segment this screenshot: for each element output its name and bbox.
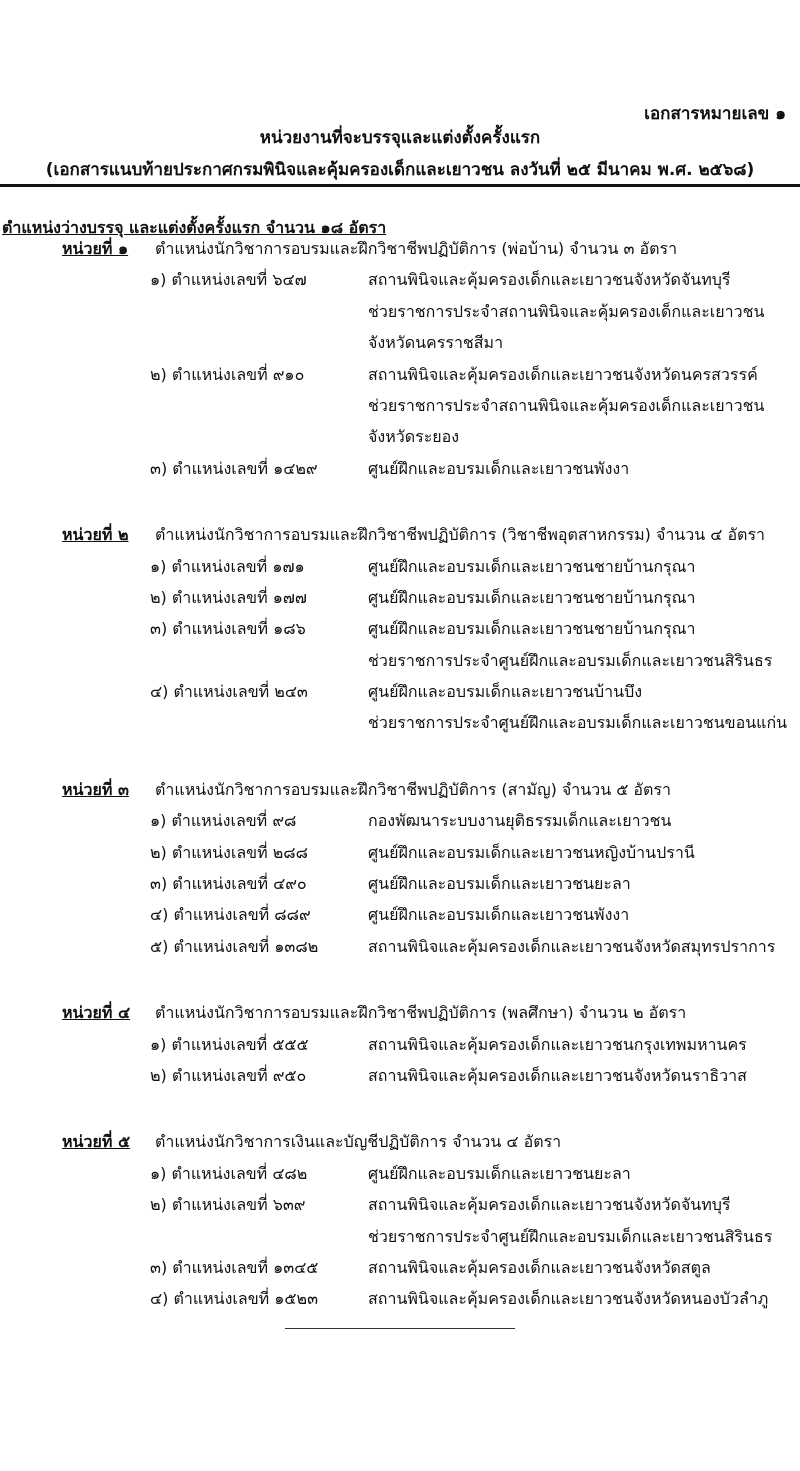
position-location: ศูนย์ฝึกและอบรมเด็กและเยาวชนบ้านบึง <box>368 682 643 702</box>
position-location: ศูนย์ฝึกและอบรมเด็กและเยาวชนยะลา <box>368 1163 631 1183</box>
position-number: ๔) ตำแหน่งเลขที่ ๑๕๒๓ <box>150 1289 319 1309</box>
position-location: ศูนย์ฝึกและอบรมเด็กและเยาวชนชายบ้านกรุณา <box>368 587 696 607</box>
position-item <box>0 1252 800 1283</box>
unit-block <box>0 233 800 484</box>
position-item <box>0 327 800 358</box>
document-subtitle: (เอกสารแนบท้ายประกาศกรมพินิจและคุ้มครองเด็กและเยาวชน ลงวันที่ ๒๕ มีนาคม พ.ศ. ๒๕๖๘) <box>45 160 755 180</box>
position-location: สถานพินิจและคุ้มครองเด็กและเยาวชนจังหวัดนครสวรรค์ <box>368 364 758 384</box>
position-item <box>0 1060 800 1091</box>
position-item <box>0 453 800 484</box>
position-location: ศูนย์ฝึกและอบรมเด็กและเยาวชนพังงา <box>368 458 630 478</box>
position-number: ๒) ตำแหน่งเลขที่ ๙๕๐ <box>150 1065 307 1085</box>
unit-block <box>0 774 800 962</box>
position-item <box>0 931 800 962</box>
unit-block <box>0 997 800 1091</box>
position-item <box>0 707 800 738</box>
position-location: สถานพินิจและคุ้มครองเด็กและเยาวชนกรุงเทพมหานคร <box>368 1034 747 1054</box>
position-location: ช่วยราชการประจำศูนย์ฝึกและอบรมเด็กและเยาวชนขอนแก่น <box>368 713 788 733</box>
unit-list <box>0 233 800 1350</box>
position-number: ๔) ตำแหน่งเลขที่ ๘๘๙ <box>150 905 311 925</box>
end-divider <box>285 1328 515 1329</box>
position-location: ช่วยราชการประจำศูนย์ฝึกและอบรมเด็กและเยาวชนสิรินธร <box>368 1226 773 1246</box>
document-number: เอกสารหมายเลข ๑ <box>644 104 786 124</box>
unit-label: หน่วยที่ ๓ <box>62 779 129 799</box>
position-number: ๑) ตำแหน่งเลขที่ ๖๔๗ <box>150 270 307 290</box>
position-number: ๓) ตำแหน่งเลขที่ ๑๔๒๙ <box>150 458 318 478</box>
position-number: ๒) ตำแหน่งเลขที่ ๖๓๙ <box>150 1195 306 1215</box>
position-number: ๒) ตำแหน่งเลขที่ ๑๗๗ <box>150 587 307 607</box>
position-item <box>0 1189 800 1220</box>
position-item <box>0 421 800 452</box>
position-location: สถานพินิจและคุ้มครองเด็กและเยาวชนจังหวัดสมุทรปราการ <box>368 936 776 956</box>
unit-label: หน่วยที่ ๑ <box>62 239 129 258</box>
position-number: ๑) ตำแหน่งเลขที่ ๑๗๑ <box>150 556 305 576</box>
document-title: หน่วยงานที่จะบรรจุและแต่งตั้งครั้งแรก <box>259 128 541 148</box>
unit-header <box>0 997 800 1028</box>
position-item <box>0 1158 800 1189</box>
position-location: ช่วยราชการประจำศูนย์ฝึกและอบรมเด็กและเยาวชนสิรินธร <box>368 650 773 670</box>
unit-description: ตำแหน่งนักวิชาการอบรมและฝึกวิชาชีพปฏิบัติการ (สามัญ) จำนวน ๕ อัตรา <box>155 779 671 799</box>
position-location: สถานพินิจและคุ้มครองเด็กและเยาวชนจังหวัดจันทบุรี <box>368 1195 731 1215</box>
position-location: จังหวัดนครราชสีมา <box>368 333 504 353</box>
unit-block <box>0 1126 800 1314</box>
position-location: สถานพินิจและคุ้มครองเด็กและเยาวชนจังหวัดจันทบุรี <box>368 270 731 290</box>
position-item <box>0 1283 800 1314</box>
position-number: ๓) ตำแหน่งเลขที่ ๔๙๐ <box>150 874 307 894</box>
unit-description: ตำแหน่งนักวิชาการอบรมและฝึกวิชาชีพปฏิบัติการ (พลศึกษา) จำนวน ๒ อัตรา <box>155 1003 687 1023</box>
unit-header <box>0 519 800 550</box>
unit-block <box>0 519 800 739</box>
position-item <box>0 837 800 868</box>
position-item <box>0 868 800 899</box>
unit-label: หน่วยที่ ๔ <box>62 1003 131 1023</box>
position-location: ศูนย์ฝึกและอบรมเด็กและเยาวชนพังงา <box>368 905 630 925</box>
position-number: ๓) ตำแหน่งเลขที่ ๑๘๖ <box>150 619 306 639</box>
position-number: ๔) ตำแหน่งเลขที่ ๒๔๓ <box>150 682 308 702</box>
position-location: ศูนย์ฝึกและอบรมเด็กและเยาวชนหญิงบ้านปรานี <box>368 842 695 862</box>
position-item <box>0 1221 800 1252</box>
position-location: สถานพินิจและคุ้มครองเด็กและเยาวชนจังหวัดหนองบัวลำภู <box>368 1289 769 1309</box>
unit-label: หน่วยที่ ๒ <box>62 525 129 545</box>
position-item <box>0 613 800 644</box>
position-location: ศูนย์ฝึกและอบรมเด็กและเยาวชนชายบ้านกรุณา <box>368 619 696 639</box>
position-number: ๒) ตำแหน่งเลขที่ ๙๑๐ <box>150 364 305 384</box>
position-item <box>0 582 800 613</box>
position-number: ๓) ตำแหน่งเลขที่ ๑๓๔๕ <box>150 1257 319 1277</box>
position-location: จังหวัดระยอง <box>368 427 460 447</box>
unit-description: ตำแหน่งนักวิชาการเงินและบัญชีปฏิบัติการ จำนวน ๔ อัตรา <box>155 1132 562 1152</box>
position-location: ศูนย์ฝึกและอบรมเด็กและเยาวชนชายบ้านกรุณา <box>368 556 696 576</box>
header-divider <box>0 184 800 187</box>
position-number: ๒) ตำแหน่งเลขที่ ๒๘๘ <box>150 842 308 862</box>
position-item <box>0 264 800 295</box>
position-item <box>0 1029 800 1060</box>
position-location: ช่วยราชการประจำสถานพินิจและคุ้มครองเด็กและเยาวชน <box>368 395 765 415</box>
unit-description: ตำแหน่งนักวิชาการอบรมและฝึกวิชาชีพปฏิบัติการ (วิชาชีพอุตสาหกรรม) จำนวน ๔ อัตรา <box>155 525 766 545</box>
unit-header <box>0 1126 800 1157</box>
position-item <box>0 899 800 930</box>
position-location: สถานพินิจและคุ้มครองเด็กและเยาวชนจังหวัดสตูล <box>368 1257 711 1277</box>
position-item <box>0 805 800 836</box>
position-item <box>0 390 800 421</box>
unit-description: ตำแหน่งนักวิชาการอบรมและฝึกวิชาชีพปฏิบัติการ (พ่อบ้าน) จำนวน ๓ อัตรา <box>155 239 678 258</box>
position-number: ๑) ตำแหน่งเลขที่ ๙๘ <box>150 811 297 831</box>
unit-header <box>0 774 800 805</box>
position-number: ๑) ตำแหน่งเลขที่ ๕๕๕ <box>150 1034 309 1054</box>
unit-header <box>0 233 800 264</box>
position-number: ๕) ตำแหน่งเลขที่ ๑๓๘๒ <box>150 936 319 956</box>
position-location: ช่วยราชการประจำสถานพินิจและคุ้มครองเด็กและเยาวชน <box>368 301 765 321</box>
position-location: สถานพินิจและคุ้มครองเด็กและเยาวชนจังหวัดนราธิวาส <box>368 1065 747 1085</box>
position-item <box>0 645 800 676</box>
position-location: ศูนย์ฝึกและอบรมเด็กและเยาวชนยะลา <box>368 874 631 894</box>
position-location: กองพัฒนาระบบงานยุติธรรมเด็กและเยาวชน <box>368 811 672 831</box>
section-heading: ตำแหน่งว่างบรรจุ และแต่งตั้งครั้งแรก จำนวน ๑๘ อัตรา <box>2 218 387 237</box>
position-item <box>0 676 800 707</box>
unit-label: หน่วยที่ ๕ <box>62 1132 131 1152</box>
position-item <box>0 359 800 390</box>
position-number: ๑) ตำแหน่งเลขที่ ๔๘๒ <box>150 1163 308 1183</box>
position-item <box>0 551 800 582</box>
position-item <box>0 296 800 327</box>
